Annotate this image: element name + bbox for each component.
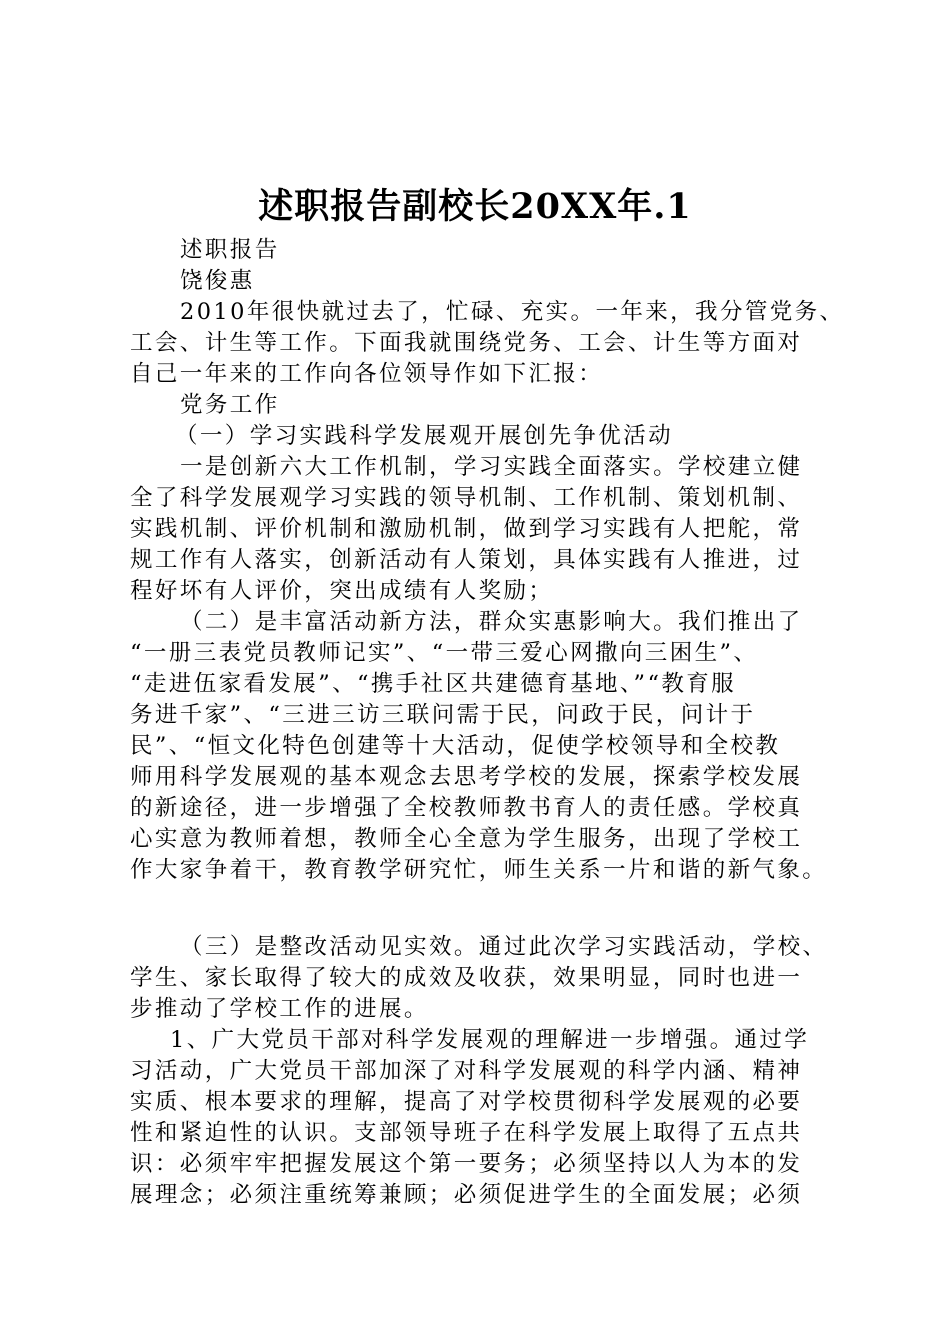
text-line: “走进伍家看发展”、“携手社区共建德育基地、”“教育服 bbox=[130, 671, 737, 697]
text-line: 务进千家”、“三进三访三联问需于民，问政于民，问计于 bbox=[130, 702, 756, 728]
document-title: 述职报告副校长20XX年.1 bbox=[258, 186, 692, 227]
text-line: 规工作有人落实，创新活动有人策划，具体实践有人推进，过 bbox=[130, 547, 803, 573]
text-line: 全了科学发展观学习实践的领导机制、工作机制、策划机制、 bbox=[130, 485, 803, 511]
text-line: （二）是丰富活动新方法，群众实惠影响大。我们推出了 bbox=[180, 609, 803, 635]
text-line: 自己一年来的工作向各位领导作如下汇报： bbox=[130, 361, 604, 387]
text-line: 民”、“恒文化特色创建等十大活动，促使学校领导和全校教 bbox=[130, 733, 781, 759]
text-line: 展理念；必须注重统筹兼顾；必须促进学生的全面发展；必须 bbox=[130, 1182, 803, 1208]
text-line: 步推动了学校工作的进展。 bbox=[130, 996, 429, 1022]
text-line: 性和紧迫性的认识。支部领导班子在科学发展上取得了五点共 bbox=[130, 1120, 803, 1146]
text-line: 师用科学发展观的基本观念去思考学校的发展，探索学校发展 bbox=[130, 764, 803, 790]
text-line: 习活动，广大党员干部加深了对科学发展观的科学内涵、精神 bbox=[130, 1058, 803, 1084]
text-line: 饶俊惠 bbox=[180, 268, 255, 294]
text-line: （三）是整改活动见实效。通过此次学习实践活动，学校、 bbox=[180, 934, 828, 960]
text-line: 实质、根本要求的理解，提高了对学校贯彻科学发展观的必要 bbox=[130, 1089, 803, 1115]
text-line: 2010年很快就过去了，忙碌、充实。一年来，我分管党务、 bbox=[180, 299, 845, 325]
text-line: 1、广大党员干部对科学发展观的理解进一步增强。通过学 bbox=[170, 1027, 810, 1053]
text-line: 述职报告 bbox=[180, 237, 280, 263]
text-line: 实践机制、评价机制和激励机制，做到学习实践有人把舵，常 bbox=[130, 516, 803, 542]
text-line: 学生、家长取得了较大的成效及收获，效果明显，同时也进一 bbox=[130, 965, 803, 991]
text-line: 工会、计生等工作。下面我就围绕党务、工会、计生等方面对 bbox=[130, 330, 803, 356]
document-body bbox=[130, 235, 850, 1211]
text-line: “一册三表党员教师记实”、“一带三爱心网撒向三困生”、 bbox=[130, 640, 759, 666]
text-line: 一是创新六大工作机制，学习实践全面落实。学校建立健 bbox=[180, 454, 803, 480]
text-line: 心实意为教师着想，教师全心全意为学生服务，出现了学校工 bbox=[130, 826, 803, 852]
text-line: （一）学习实践科学发展观开展创先争优活动 bbox=[175, 423, 674, 449]
text-line: 识：必须牢牢把握发展这个第一要务；必须坚持以人为本的发 bbox=[130, 1151, 803, 1177]
text-line: 程好坏有人评价，突出成绩有人奖励； bbox=[130, 578, 554, 604]
text-line: 的新途径，进一步增强了全校教师教书育人的责任感。学校真 bbox=[130, 795, 803, 821]
text-line: 作大家争着干，教育教学研究忙，师生关系一片和谐的新气象。 bbox=[130, 857, 828, 883]
paragraph-gap bbox=[130, 886, 850, 932]
text-line: 党务工作 bbox=[180, 392, 280, 418]
